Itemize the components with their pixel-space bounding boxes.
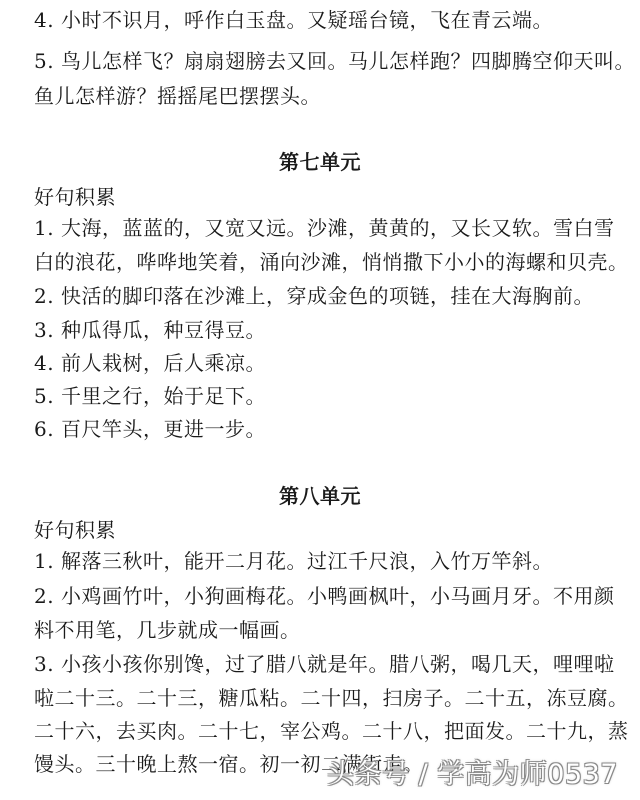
unit8-heading: 第八单元	[279, 484, 361, 508]
text-line: 4. 小时不识月，呼作白玉盘。又疑瑶台镜，飞在青云端。	[34, 8, 553, 32]
watermark: 头条号 / 学高为师0537	[327, 759, 618, 790]
text-line: 鱼儿怎样游？摇摇尾巴摆摆头。	[34, 84, 321, 108]
unit7-subheading: 好句积累	[34, 185, 116, 209]
text-line: 5. 千里之行，始于足下。	[34, 384, 266, 408]
text-line: 5. 鸟儿怎样飞？扇扇翅膀去又回。马儿怎样跑？四脚腾空仰天叫。	[34, 49, 635, 73]
text-line: 啦二十三。二十三，糖瓜粘。二十四，扫房子。二十五，冻豆腐。	[34, 686, 629, 710]
text-line: 3. 小孩小孩你别馋，过了腊八就是年。腊八粥，喝几天，哩哩啦	[34, 652, 615, 676]
text-line: 1. 解落三秋叶，能开二月花。过江千尺浪，入竹万竿斜。	[34, 549, 553, 573]
text-line: 4. 前人栽树，后人乘凉。	[34, 351, 266, 375]
unit7-heading: 第七单元	[279, 150, 361, 174]
unit8-subheading: 好句积累	[34, 518, 116, 542]
text-line: 2. 小鸡画竹叶，小狗画梅花。小鸭画枫叶，小马画月牙。不用颜	[34, 584, 615, 608]
text-line: 3. 种瓜得瓜，种豆得豆。	[34, 318, 266, 342]
text-line: 馒头。三十晚上熬一宿。初一初二满街走。	[34, 752, 424, 776]
text-line: 白的浪花，哗哗地笑着，涌向沙滩，悄悄撒下小小的海螺和贝壳。	[34, 250, 629, 274]
text-line: 2. 快活的脚印落在沙滩上，穿成金色的项链，挂在大海胸前。	[34, 284, 594, 308]
text-line: 1. 大海，蓝蓝的，又宽又远。沙滩，黄黄的，又长又软。雪白雪	[34, 216, 615, 240]
text-line: 料不用笔，几步就成一幅画。	[34, 618, 301, 642]
text-line: 6. 百尺竿头，更进一步。	[34, 417, 266, 441]
text-line: 二十六，去买肉。二十七，宰公鸡。二十八，把面发。二十九，蒸	[34, 719, 629, 743]
